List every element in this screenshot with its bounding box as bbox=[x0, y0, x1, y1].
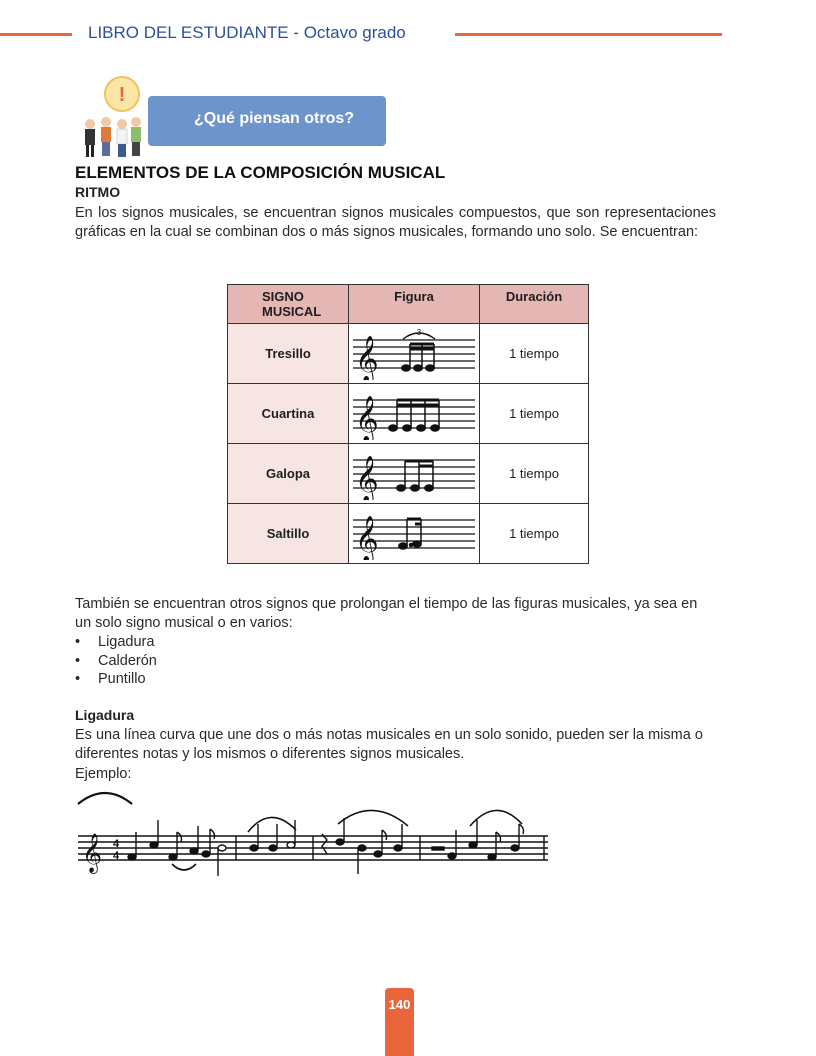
duration-value: 1 tiempo bbox=[480, 384, 589, 444]
list-item: • Calderón bbox=[75, 652, 157, 671]
tambien-paragraph: También se encuentran otros signos que prolongan el tiempo de las figuras musicales, ya sea en un solo signo musical o en varios: bbox=[75, 596, 698, 631]
tresillo-notation-icon bbox=[349, 324, 479, 380]
section-subtitle: RITMO bbox=[75, 184, 121, 200]
list-item: • Ligadura bbox=[75, 633, 157, 652]
duration-value: 1 tiempo bbox=[480, 444, 589, 504]
list-item: • Puntillo bbox=[75, 670, 157, 689]
table-header-duracion: Duración bbox=[480, 285, 589, 324]
ligadura-example-score bbox=[72, 784, 552, 884]
sign-name: Tresillo bbox=[228, 324, 349, 384]
duration-value: 1 tiempo bbox=[480, 324, 589, 384]
saltillo-notation-icon bbox=[349, 504, 479, 560]
example-label: Ejemplo: bbox=[75, 766, 132, 782]
sign-name: Saltillo bbox=[228, 504, 349, 564]
students-illustration bbox=[78, 74, 158, 160]
sign-name: Galopa bbox=[228, 444, 349, 504]
duration-value: 1 tiempo bbox=[480, 504, 589, 564]
banner bbox=[78, 74, 388, 160]
intro-paragraph: En los signos musicales, se encuentran signos musicales compuestos, que son representaciones gráficas en la cual se combinan dos o más signos musicales, formando uno solo. Se encuentran: bbox=[75, 205, 716, 240]
figure-cell bbox=[349, 504, 480, 564]
header-rule-right bbox=[455, 33, 722, 36]
svg-text:𝄞: 𝄞 bbox=[355, 516, 379, 560]
header-rule-left bbox=[0, 33, 72, 36]
figure-cell bbox=[349, 444, 480, 504]
table-row bbox=[228, 324, 589, 384]
galopa-notation-icon bbox=[349, 444, 479, 500]
table-header-row bbox=[228, 285, 589, 324]
figure-cell bbox=[349, 324, 480, 384]
table-row bbox=[228, 504, 589, 564]
section-title: ELEMENTOS DE LA COMPOSICIÓN MUSICAL bbox=[75, 163, 446, 182]
ligadura-title: Ligadura bbox=[75, 707, 135, 723]
figure-cell bbox=[349, 384, 480, 444]
time-signature-bottom: 4 bbox=[113, 850, 120, 862]
cuartina-notation-icon bbox=[349, 384, 479, 440]
banner-title: ¿Qué piensan otros? bbox=[194, 110, 355, 127]
svg-text:𝄞: 𝄞 bbox=[355, 396, 379, 440]
table-row bbox=[228, 384, 589, 444]
tuplet-number: 3 bbox=[416, 328, 422, 337]
header-title: LIBRO DEL ESTUDIANTE - Octavo grado bbox=[88, 23, 406, 42]
svg-text:𝄞: 𝄞 bbox=[355, 456, 379, 500]
sign-name: Cuartina bbox=[228, 384, 349, 444]
signs-list bbox=[75, 633, 157, 689]
table-header-figura: Figura bbox=[349, 285, 480, 324]
svg-text:𝄞: 𝄞 bbox=[355, 336, 379, 380]
table-row bbox=[228, 444, 589, 504]
table-header-signo: SIGNO MUSICAL bbox=[228, 285, 349, 324]
time-signature-top: 4 bbox=[113, 838, 120, 850]
alert-icon: ! bbox=[118, 84, 126, 106]
page-number-tab bbox=[385, 988, 414, 1056]
musical-signs-table bbox=[227, 284, 589, 564]
page-number: 140 bbox=[388, 997, 411, 1012]
svg-text:𝄞: 𝄞 bbox=[82, 833, 103, 873]
ligadura-paragraph: Es una línea curva que une dos o más notas musicales en un solo sonido, pueden ser la misma o diferentes notas y los mismos o diferentes signos musicales. bbox=[75, 727, 703, 762]
